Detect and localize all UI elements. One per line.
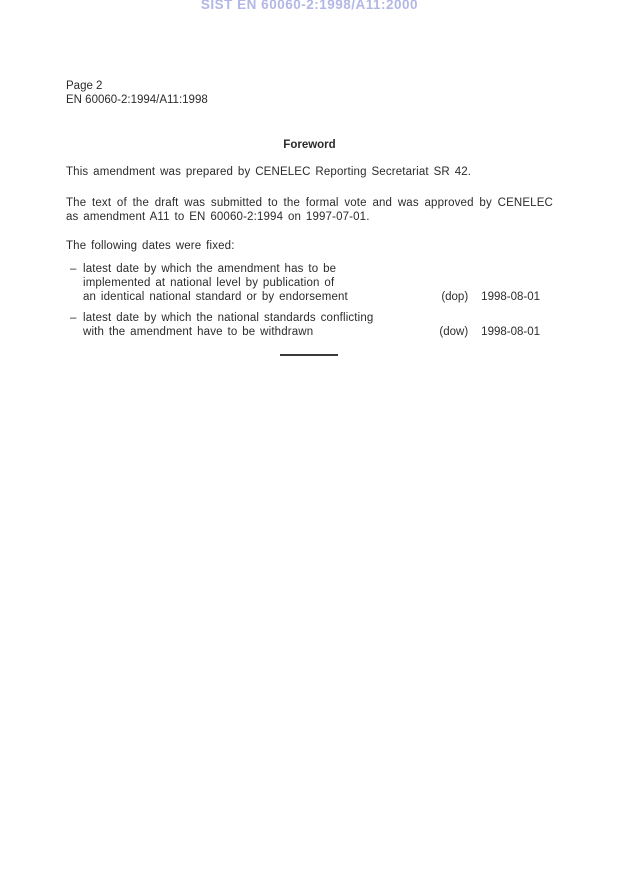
dow-line-1: latest date by which the national standards conflicting xyxy=(83,312,374,324)
dow-description-lines xyxy=(83,311,373,339)
dash-bullet: – xyxy=(70,312,77,324)
dow-description xyxy=(66,311,373,339)
end-of-text-rule xyxy=(280,354,338,356)
dow-code: (dow) xyxy=(439,326,469,338)
paragraph-prepared-by: This amendment was prepared by CENELEC Reporting Secretariat SR 42. xyxy=(66,166,472,178)
dop-value xyxy=(441,290,553,304)
dop-line-1: latest date by which the amendment has to be xyxy=(83,263,337,275)
page-number-label: Page 2 xyxy=(66,80,103,92)
dow-date: 1998-08-01 xyxy=(481,326,540,338)
paragraph-formal-vote: The text of the draft was submitted to the formal vote and was approved by CENELEC as amendment A11 to EN 60060-2:1994 on 1997-07-01. xyxy=(66,196,553,223)
watermark-text: SIST EN 60060-2:1998/A11:2000 xyxy=(200,0,419,12)
dow-line-2: with the amendment have to be withdrawn xyxy=(83,326,314,338)
fixed-dates-list xyxy=(66,262,553,339)
page-content xyxy=(66,0,553,356)
dow-value xyxy=(439,325,553,339)
dop-description-lines xyxy=(83,262,348,304)
paragraph-dates-intro: The following dates were fixed: xyxy=(66,239,235,252)
dop-code: (dop) xyxy=(441,291,469,303)
list-item-dop xyxy=(66,262,553,304)
dop-date: 1998-08-01 xyxy=(481,291,540,303)
dop-description xyxy=(66,262,348,304)
list-item-dow xyxy=(66,311,553,339)
dop-line-2: implemented at national level by publication of xyxy=(83,277,335,289)
document-header xyxy=(66,79,553,107)
dop-line-3: an identical national standard or by endorsement xyxy=(83,291,348,303)
foreword-heading: Foreword xyxy=(283,139,336,151)
document-reference: EN 60060-2:1994/A11:1998 xyxy=(66,94,208,106)
dash-bullet: – xyxy=(70,263,77,275)
